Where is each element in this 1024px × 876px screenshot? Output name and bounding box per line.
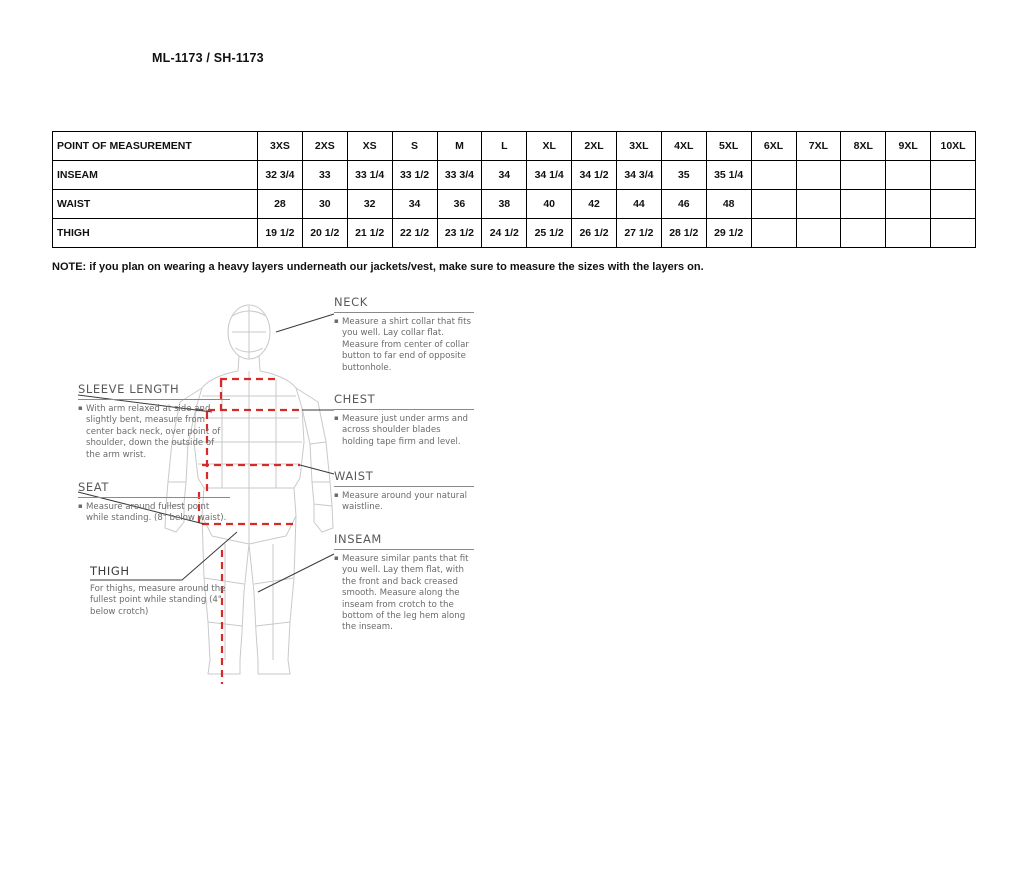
callout-neck-rule [334, 312, 474, 313]
cell-waist-l: 38 [482, 190, 527, 219]
cell-inseam-s: 33 1/2 [392, 161, 437, 190]
cell-thigh-l: 24 1/2 [482, 219, 527, 248]
cell-waist-xs: 32 [347, 190, 392, 219]
cell-inseam-8xl [841, 161, 886, 190]
cell-inseam-l: 34 [482, 161, 527, 190]
callout-waist-body: ▪ Measure around your natural waistline. [334, 491, 474, 514]
cell-waist-s: 34 [392, 190, 437, 219]
callout-thigh [90, 564, 240, 618]
table-row [53, 219, 976, 248]
cell-waist-10xl [931, 190, 976, 219]
callout-sleeve-length-title: SLEEVE LENGTH [78, 382, 180, 396]
cell-waist-8xl [841, 190, 886, 219]
cell-thigh-9xl [886, 219, 931, 248]
cell-inseam-10xl [931, 161, 976, 190]
callout-sleeve-length [78, 382, 230, 461]
callout-waist [334, 469, 474, 514]
cell-waist-9xl [886, 190, 931, 219]
column-header-size: S [392, 132, 437, 161]
cell-thigh-3xl: 27 1/2 [617, 219, 662, 248]
table-row [53, 161, 976, 190]
cell-inseam-2xs: 33 [302, 161, 347, 190]
column-header-size: 2XS [302, 132, 347, 161]
callout-seat-title: SEAT [78, 480, 109, 494]
column-header-size: 8XL [841, 132, 886, 161]
column-header-point-of-measurement: POINT OF MEASUREMENT [53, 132, 258, 161]
cell-inseam-xs: 33 1/4 [347, 161, 392, 190]
cell-thigh-s: 22 1/2 [392, 219, 437, 248]
cell-thigh-xl: 25 1/2 [527, 219, 572, 248]
cell-thigh-7xl [796, 219, 841, 248]
column-header-size: 3XS [258, 132, 303, 161]
cell-inseam-xl: 34 1/4 [527, 161, 572, 190]
callout-inseam-rule [334, 549, 474, 550]
callout-chest [334, 392, 474, 448]
column-header-size: 3XL [617, 132, 662, 161]
callout-neck [334, 295, 474, 374]
cell-thigh-2xs: 20 1/2 [302, 219, 347, 248]
row-label-inseam: INSEAM [53, 161, 258, 190]
cell-waist-2xl: 42 [572, 190, 617, 219]
callout-thigh-body: For thighs, measure around the fullest point while standing (4" below crotch) [90, 584, 226, 617]
callout-seat-body: ▪ Measure around fullest point while standing. (8" below waist). [78, 502, 230, 525]
cell-waist-m: 36 [437, 190, 482, 219]
column-header-size: 5XL [706, 132, 751, 161]
cell-waist-3xs: 28 [258, 190, 303, 219]
callout-inseam [334, 532, 474, 634]
column-header-size: 10XL [931, 132, 976, 161]
size-chart-table [52, 131, 976, 248]
callout-inseam-body: ▪ Measure similar pants that fit you well. Lay them flat, with the front and back creased smooth. Measure along the inseam from crotch to the bottom of the leg hem along the inseam. [334, 554, 474, 634]
cell-waist-7xl [796, 190, 841, 219]
callout-waist-title: WAIST [334, 469, 374, 483]
measurement-diagram [62, 292, 482, 682]
cell-thigh-2xl: 26 1/2 [572, 219, 617, 248]
column-header-size: M [437, 132, 482, 161]
cell-inseam-9xl [886, 161, 931, 190]
column-header-size: 6XL [751, 132, 796, 161]
column-header-size: 7XL [796, 132, 841, 161]
cell-waist-3xl: 44 [617, 190, 662, 219]
cell-thigh-5xl: 29 1/2 [706, 219, 751, 248]
cell-waist-4xl: 46 [661, 190, 706, 219]
cell-inseam-3xl: 34 3/4 [617, 161, 662, 190]
callout-neck-body: ▪ Measure a shirt collar that fits you well. Lay collar flat. Measure from center of collar button to far end of opposite buttonhole. [334, 317, 474, 374]
column-header-size: XS [347, 132, 392, 161]
cell-thigh-6xl [751, 219, 796, 248]
cell-inseam-2xl: 34 1/2 [572, 161, 617, 190]
table-row [53, 190, 976, 219]
callout-seat-rule [78, 497, 230, 498]
callout-seat [78, 480, 230, 525]
callout-sleeve-length-body: ▪ With arm relaxed at side and slightly bent, measure from center back neck, over point of shoulder, down the outside of the arm wrist. [78, 404, 230, 461]
cell-waist-5xl: 48 [706, 190, 751, 219]
callout-thigh-title: THIGH [90, 564, 130, 578]
cell-inseam-7xl [796, 161, 841, 190]
cell-thigh-m: 23 1/2 [437, 219, 482, 248]
row-label-thigh: THIGH [53, 219, 258, 248]
cell-waist-xl: 40 [527, 190, 572, 219]
callout-chest-title: CHEST [334, 392, 376, 406]
column-header-size: 4XL [661, 132, 706, 161]
cell-thigh-8xl [841, 219, 886, 248]
page-title: ML-1173 / SH-1173 [152, 51, 264, 65]
column-header-size: XL [527, 132, 572, 161]
callout-inseam-title: INSEAM [334, 532, 382, 546]
row-label-waist: WAIST [53, 190, 258, 219]
cell-inseam-6xl [751, 161, 796, 190]
cell-waist-6xl [751, 190, 796, 219]
callout-chest-body: ▪ Measure just under arms and across shoulder blades holding tape firm and level. [334, 414, 474, 448]
cell-inseam-4xl: 35 [661, 161, 706, 190]
callout-neck-title: NECK [334, 295, 368, 309]
cell-thigh-10xl [931, 219, 976, 248]
measurement-note: NOTE: if you plan on wearing a heavy layers underneath our jackets/vest, make sure to measure the sizes with the layers on. [52, 261, 704, 273]
callout-sleeve-length-rule [78, 399, 230, 400]
cell-inseam-3xs: 32 3/4 [258, 161, 303, 190]
cell-thigh-4xl: 28 1/2 [661, 219, 706, 248]
column-header-size: L [482, 132, 527, 161]
cell-inseam-5xl: 35 1/4 [706, 161, 751, 190]
column-header-size: 2XL [572, 132, 617, 161]
table-header-row [53, 132, 976, 161]
callout-waist-rule [334, 486, 474, 487]
cell-thigh-xs: 21 1/2 [347, 219, 392, 248]
cell-thigh-3xs: 19 1/2 [258, 219, 303, 248]
callout-chest-rule [334, 409, 474, 410]
cell-inseam-m: 33 3/4 [437, 161, 482, 190]
cell-waist-2xs: 30 [302, 190, 347, 219]
column-header-size: 9XL [886, 132, 931, 161]
